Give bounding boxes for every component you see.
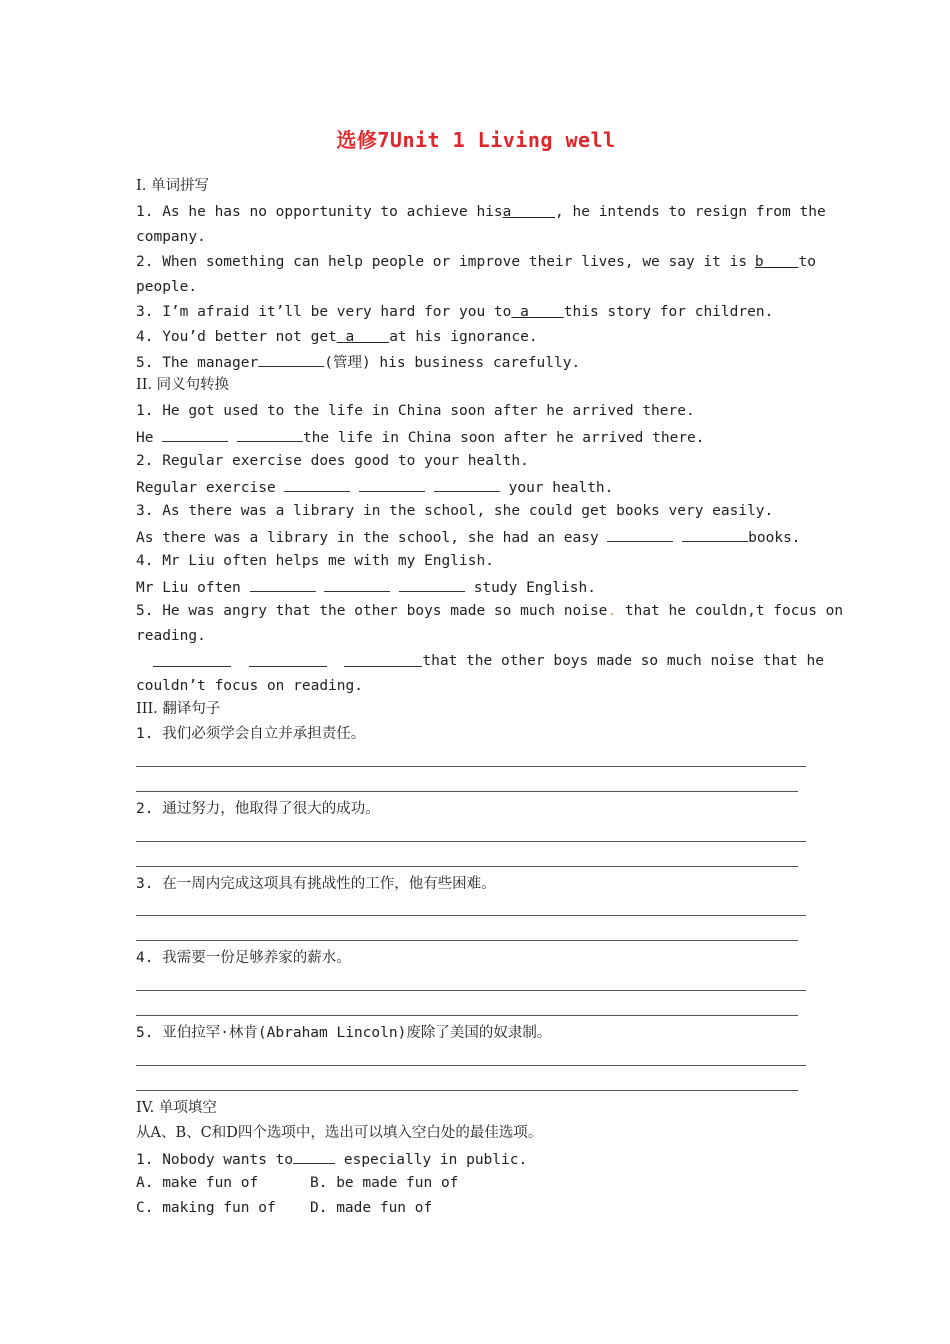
option-c[interactable]: C. making fun of bbox=[136, 1200, 276, 1216]
answer-line[interactable] bbox=[136, 841, 806, 842]
s1-q5-line: 5. The manager (管理) his business carefully. bbox=[136, 352, 580, 372]
section-2-heading: II. 同义句转换 bbox=[136, 377, 230, 393]
s1-q4-blank[interactable]: a bbox=[345, 329, 355, 345]
s1-q1-blank[interactable]: a bbox=[502, 204, 512, 220]
option-a[interactable]: A. make fun of bbox=[136, 1175, 259, 1191]
option-b[interactable]: B. be made fun of bbox=[310, 1175, 459, 1191]
s4-q1: 1. Nobody wants to especially in public. bbox=[136, 1149, 527, 1169]
answer-line[interactable] bbox=[136, 940, 798, 941]
answer-line[interactable] bbox=[136, 791, 798, 792]
s1-q2-line: 2. When something can help people or improve their lives, we say it is b to bbox=[136, 254, 816, 270]
s2-q3-answer: As there was a library in the school, she had an easy books. bbox=[136, 527, 801, 547]
option-d[interactable]: D. made fun of bbox=[310, 1200, 433, 1216]
s1-q1-line: 1. As he has no opportunity to achieve hisa , he intends to resign from the bbox=[136, 204, 826, 220]
section-4-instruction: 从A、B、C和D四个选项中，选出可以填入空白处的最佳选项。 bbox=[136, 1125, 543, 1141]
s2-q2-answer: Regular exercise your health. bbox=[136, 477, 613, 497]
answer-line[interactable] bbox=[136, 1090, 798, 1091]
answer-line[interactable] bbox=[136, 766, 806, 767]
s2-q5-answer: that the other boys made so much noise that he bbox=[136, 652, 816, 672]
answer-line[interactable] bbox=[136, 990, 806, 991]
s1-q2-blank[interactable]: b bbox=[754, 254, 764, 270]
answer-line[interactable] bbox=[136, 866, 798, 867]
s1-q5-blank[interactable] bbox=[258, 352, 324, 367]
answer-line[interactable] bbox=[136, 1065, 806, 1066]
page-title: 选修7Unit 1 Living well bbox=[336, 128, 616, 152]
s2-q4-answer: Mr Liu often study English. bbox=[136, 577, 596, 597]
section-4-heading: IV. 单项填空 bbox=[136, 1100, 217, 1116]
s2-q5-orig: 5. He was angry that the other boys made so much noise. that he couldn,t focus on bbox=[136, 603, 844, 619]
answer-line[interactable] bbox=[136, 915, 806, 916]
section-1-heading: I. 单词拼写 bbox=[136, 178, 209, 194]
s1-q3-blank[interactable]: a bbox=[520, 304, 529, 320]
answer-line[interactable] bbox=[136, 1015, 798, 1016]
s2-q1-answer: He the life in China soon after he arrived there. bbox=[136, 427, 705, 447]
s1-q3-line: 3. I’m afraid it’ll be very hard for you to a this story for children. bbox=[136, 304, 774, 320]
section-3-heading: III. 翻译句子 bbox=[136, 701, 221, 717]
s1-q4-line: 4. You’d better not get a at his ignorance. bbox=[136, 329, 538, 345]
